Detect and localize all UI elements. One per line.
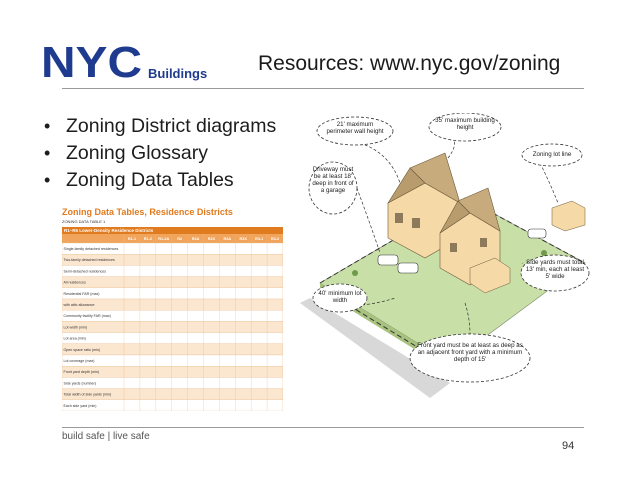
table-column-header: R1-2 (143, 237, 152, 241)
table-row-label: Single-family detached residences (63, 247, 119, 251)
list-item-label: Zoning District diagrams (66, 115, 277, 137)
nyc-buildings-logo (41, 40, 211, 84)
list-item (44, 167, 276, 194)
zoning-data-table-image (62, 207, 283, 411)
callout-side-yards: Side yards must total 13' min, each at least 5' wide (525, 259, 585, 280)
callout-lot-line: Zoning lot line (532, 151, 572, 158)
table-row-label: Lot coverage (max) (63, 359, 95, 363)
table-column-header: R3-2 (270, 237, 280, 241)
callout-lot-width: 40' minimum lot width (318, 290, 362, 304)
list-item (44, 140, 276, 167)
page-number: 94 (562, 440, 575, 452)
svg-text:NYC: NYC (41, 40, 142, 84)
list-item-label: Zoning Glossary (66, 142, 208, 164)
page-title: Resources: www.nyc.gov/zoning (258, 52, 561, 75)
table-caption: R1–R5 Lower-Density Residence Districts (64, 228, 154, 234)
footer-divider (62, 427, 584, 428)
callout-perimeter: 21' maximum perimeter wall height (326, 121, 384, 135)
table-column-header: R3A (223, 237, 232, 241)
callout-front-yard: Front yard must be at least as deep as an adjacent front yard with a minimum depth of 15' (417, 342, 523, 363)
footer-tagline: build safe | live safe (62, 431, 150, 442)
table-row-label: Community facility FAR (max) (63, 314, 111, 319)
table-image-subtitle: ZONING DATA TABLE 1 (62, 219, 106, 224)
table-row-label: Total width of side yards (min) (63, 392, 112, 397)
bullet-icon: • (44, 170, 51, 190)
table-column-header: R2X (207, 237, 216, 241)
table-row-label: Residential FAR (max) (63, 291, 100, 296)
table-row-label: Semi-detached residences (63, 269, 107, 274)
table-row-label: Lot width (min) (63, 325, 88, 330)
table-column-header: R1-1 (127, 237, 137, 241)
table-column-header: R3-1 (255, 237, 264, 241)
svg-text:Buildings: Buildings (148, 66, 208, 81)
table-row-label: Two-family detached residences (63, 258, 115, 263)
table-column-header: R3X (239, 237, 247, 241)
table-row-label: Lot area (min) (63, 336, 86, 341)
table-row-label: Each side yard (min) (63, 403, 97, 408)
table-row-label: Front yard depth (min) (63, 370, 100, 375)
table-row-label: Open space ratio (min) (63, 347, 101, 352)
table-column-header: R1-2A (158, 237, 170, 241)
callout-driveway: Driveway must be at least 18' deep in front of a garage (312, 166, 354, 194)
table-row-label: All residences (63, 280, 86, 285)
table-column-header: R2A (191, 237, 200, 241)
list-item-label: Zoning Data Tables (66, 169, 234, 191)
bullet-icon: • (44, 143, 51, 163)
header-divider (62, 88, 584, 89)
resource-list (44, 113, 276, 194)
callout-building-height: 35' maximum building height (435, 117, 495, 131)
list-item (44, 113, 276, 140)
table-image-title: Zoning Data Tables, Residence Districts (62, 207, 233, 217)
table-row-label: with attic allowance (63, 303, 95, 307)
zoning-district-diagram (300, 113, 590, 413)
bullet-icon: • (44, 116, 51, 136)
table-image-grid (62, 227, 283, 411)
table-row-label: Side yards (number) (63, 381, 97, 386)
table-column-header: R2 (177, 237, 183, 241)
